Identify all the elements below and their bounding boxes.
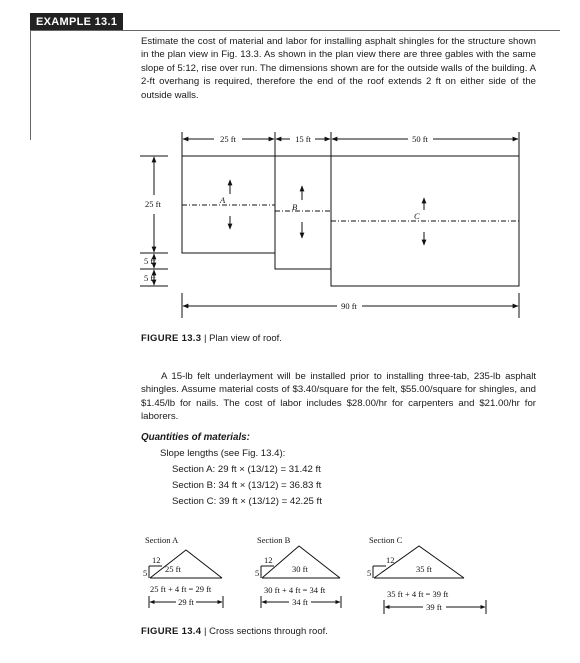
section-label-a: A	[220, 195, 226, 205]
section-c-rise: 5	[367, 568, 372, 578]
figure-13-3-label: FIGURE 13.3	[141, 333, 202, 344]
section-a-width: 29 ft	[178, 597, 194, 607]
section-b-width: 34 ft	[292, 597, 308, 607]
dim-offset-1: 5 ft	[144, 256, 156, 266]
section-c-calc: 35 ft + 4 ft = 39 ft	[387, 589, 449, 599]
section-a-rise: 5	[143, 568, 148, 578]
section-b-run: 12	[264, 555, 273, 565]
section-a-slope: 25 ft	[165, 564, 181, 574]
slope-section-c: Section C: 39 ft × (13/12) = 42.25 ft	[172, 496, 322, 507]
slope-section-b: Section B: 34 ft × (13/12) = 36.83 ft	[172, 480, 322, 491]
section-c-run: 12	[386, 555, 395, 565]
figure-13-4-separator: |	[203, 626, 207, 637]
section-c-slope: 35 ft	[416, 564, 432, 574]
section-c-width: 39 ft	[426, 602, 442, 612]
quantities-heading: Quantities of materials:	[141, 432, 250, 443]
section-a-title: Section A	[145, 535, 179, 545]
section-a-run: 12	[152, 555, 161, 565]
slope-lengths-label: Slope lengths (see Fig. 13.4):	[160, 448, 286, 459]
materials-paragraph: A 15-lb felt underlayment will be installed prior to installing three-tab, 235-lb asphalt shingles. Assume material costs of $3.40/square for the felt, $55.00/square for shingles, and $1.45/lb for nails. The cost of labor includes $28.00/hr for carpenters and $21.00/hr for laborers.	[141, 371, 536, 423]
section-b-rise: 5	[255, 568, 260, 578]
dim-b-width: 15 ft	[295, 134, 311, 144]
section-b-calc: 30 ft + 4 ft = 34 ft	[264, 585, 326, 595]
section-c-title: Section C	[369, 535, 403, 545]
figure-13-4-label: FIGURE 13.4	[141, 626, 202, 637]
section-label-c: C	[414, 211, 420, 221]
figure-13-3-separator: |	[203, 333, 207, 344]
dim-total: 90 ft	[341, 301, 357, 311]
dim-depth: 25 ft	[145, 199, 161, 209]
section-b-slope: 30 ft	[292, 564, 308, 574]
section-a-roof	[150, 550, 222, 578]
section-a-calc: 25 ft + 4 ft = 29 ft	[150, 584, 212, 594]
figure-13-3-text: Plan view of roof.	[209, 333, 282, 344]
dim-offset-2: 5 ft	[144, 273, 156, 283]
dim-c-width: 50 ft	[412, 134, 428, 144]
section-label-b: B	[292, 202, 298, 212]
slope-section-a: Section A: 29 ft × (13/12) = 31.42 ft	[172, 464, 321, 475]
dim-a-width: 25 ft	[220, 134, 236, 144]
example-label: EXAMPLE 13.1	[30, 13, 123, 31]
figure-13-4-text: Cross sections through roof.	[209, 626, 328, 637]
figure-13-4-caption	[141, 626, 328, 637]
section-b-title: Section B	[257, 535, 291, 545]
intro-paragraph: Estimate the cost of material and labor for installing asphalt shingles for the structure shown in the plan view in Fig. 13.3. As shown in the plan view there are three gables with the same slope of 5:12, rise over run. The dimensions shown are for the outside walls of the building. A 2-ft overhang is required, therefore the end of the roof extends 2 ft on either side of the outside walls.	[141, 36, 536, 101]
